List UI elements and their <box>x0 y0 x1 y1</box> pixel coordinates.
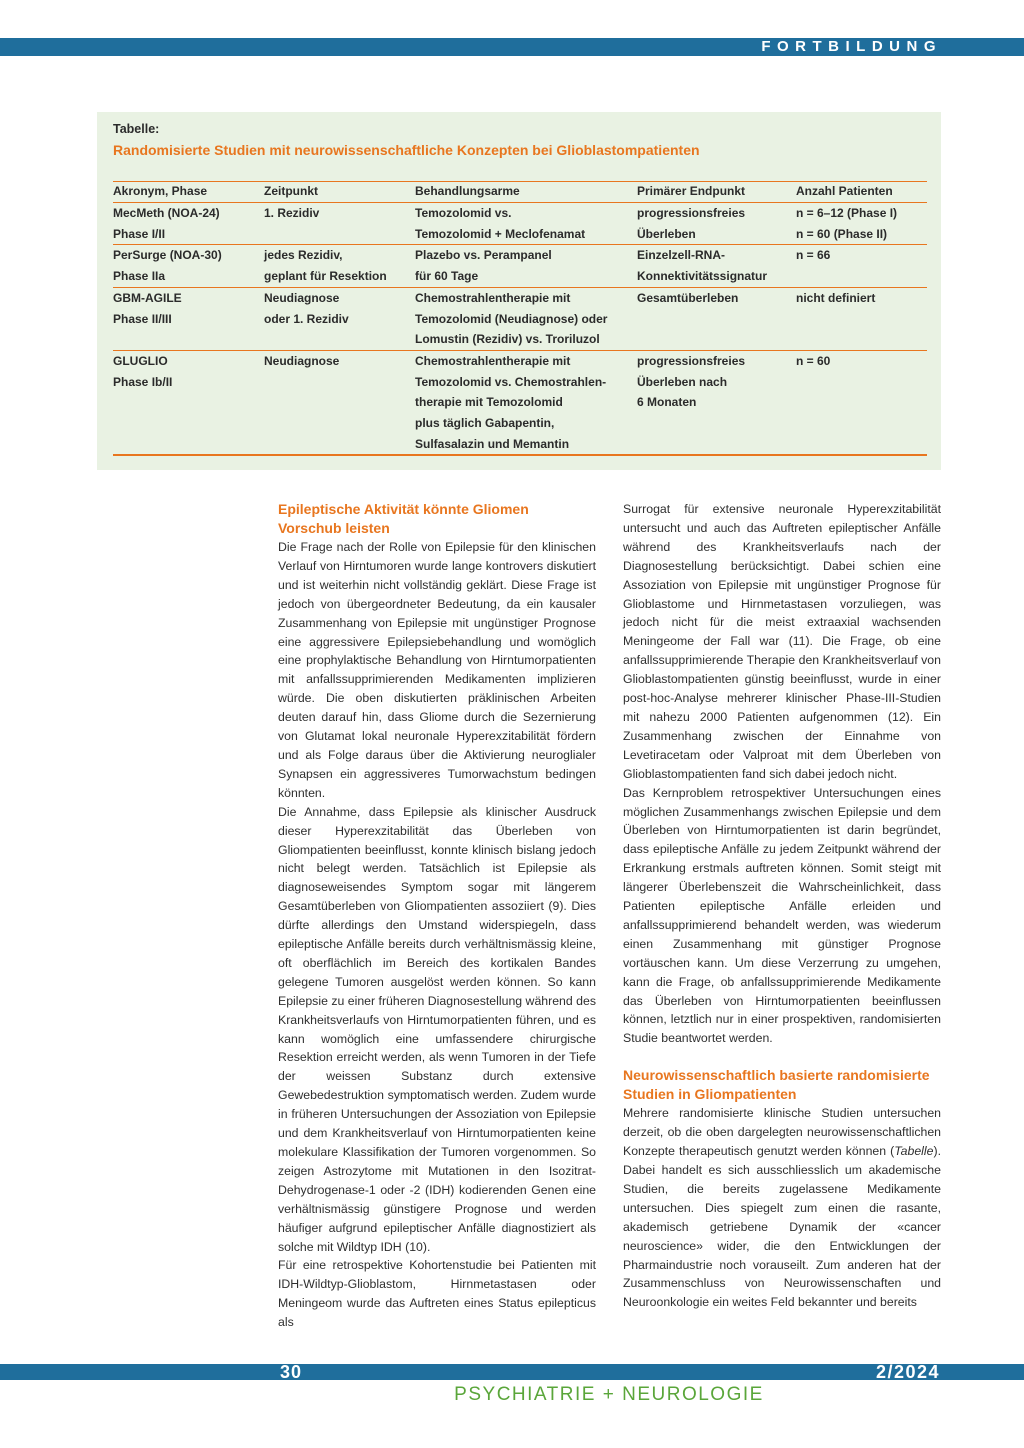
cell-line: n = 6–12 (Phase I) <box>796 206 898 220</box>
table-header-row <box>113 182 927 203</box>
paragraph: Das Kernproblem retrospektiver Untersuchungen eines möglichen Zusammenhangs zwischen Epilepsie und dem Überleben von Hirntumorpatienten ist darin begründet, dass epileptische Anfälle zu jedem Zeitpunkt während der Erkrankung erstmals auftreten können. Somit steigt mit längerer Überlebenszeit die Wahrscheinlichkeit, dass Patienten epileptische Anfälle erleiden und anfallssupprimierend behandelt werden, was wiederum einen Zusammenhang mit günstiger Prognose vortäuschen kann. Um diese Verzerrung zu umgehen, kann die Frage, ob anfallssupprimierende Medikamente das Überleben von Hirntumorpatienten beeinflussen können, letztlich nur in einer prospektiven, randomisierten Studie beantwortet werden. <box>623 785 941 1046</box>
cell-arms <box>415 203 637 245</box>
cell-timepoint <box>264 287 415 350</box>
cell-patients <box>796 287 927 350</box>
column-header: Behandlungsarme <box>415 184 520 198</box>
table-row <box>113 203 927 245</box>
cell-line: Neudiagnose <box>264 353 340 368</box>
cell-line: Temozolomid (Neudiagnose) oder <box>415 311 608 326</box>
table-title: Randomisierte Studien mit neurowissenschaftliche Konzepten bei Glioblastompatienten <box>113 142 700 158</box>
section-title: FORTBILDUNG <box>761 38 942 55</box>
cell-line: n = 66 <box>796 248 831 263</box>
cell-line: n = 60 <box>796 353 831 368</box>
table-box <box>97 112 941 470</box>
cell-endpoint <box>637 245 796 287</box>
cell-line: jedes Rezidiv, <box>264 248 343 263</box>
cell-line: Überleben <box>637 226 696 241</box>
table-row <box>113 350 927 455</box>
cell-line: GLUGLIO <box>113 353 168 368</box>
paragraph-text: Mehrere randomisierte klinische Studien untersuchen derzeit, ob die oben dargelegten neurowissenschaftlichen Konzepte therapeutisch genutzt werden können ( <box>623 1106 941 1159</box>
paragraph: Surrogat für extensive neuronale Hyperexzitabilität untersucht und auch das Auftreten epileptischer Anfälle während des Krankheitsverlaufs nach der Diagnosestellung berücksichtigt. Dabei schien eine Assoziation von Epilepsie mit ungünstiger Prognose für Glioblastome und Hirnmetastasen vorzuliegen, was jedoch nicht für die meist extraaxial wachsenden Meningeome der Fall war (11). Die Frage, ob eine anfallssupprimierende Therapie den Krankheitsverlauf von Glioblastompatienten günstig beeinflusst, wurde in einer post-hoc-Analyse mehrerer klinischer Phase-III-Studien mit nahezu 2000 Patienten aufgenommen (12). Ein Zusammenhang zwischen der Einnahme von Levetiracetam oder Valproat mit dem Überleben von Glioblastompatienten fand sich dabei jedoch nicht. <box>623 502 941 781</box>
cell-acronym <box>113 203 264 245</box>
cell-patients <box>796 245 927 287</box>
cell-line: Konnektivitätssignatur <box>637 269 768 284</box>
cell-line: Temozolomid + Meclofenamat <box>415 226 586 241</box>
cell-line: Überleben nach <box>637 374 728 389</box>
header-bar <box>0 38 1024 56</box>
article-column-right <box>623 500 941 1312</box>
cell-line: Plazebo vs. Perampanel <box>415 248 552 263</box>
cell-patients <box>796 350 927 455</box>
cell-line: progressionsfreies <box>637 206 746 220</box>
cell-line: GBM-AGILE <box>113 290 182 305</box>
paragraph: Die Annahme, dass Epilepsie als klinischer Ausdruck dieser Hyperexzitabilität das Überleben von Gliompatienten beeinflusst, konnte klinisch bislang jedoch nicht belegt werden. Tatsächlich ist Epilepsie als diagnoseweisendes Symptom sogar mit längerem Gesamtüberleben von Gliompatienten assoziiert (9). Dies dürfte allerdings den Umstand widerspiegeln, dass epileptische Anfälle bereits durch verhältnismässig kleine, oft oberflächlich im Bereich des kortikalen Bandes gelegene Tumoren ausgelöst werden können. So kann Epilepsie zu einer früheren Diagnosestellung während des Krankheitsverlaufs von Hirntumorpatienten führen, und es kann womöglich eine umfassendere chirurgische Resektion erreicht werden, als wenn Tumoren in der Tiefe der weissen Substanz durch extensive Gewebedestruktion symptomatisch werden. Zudem wurde in früheren Untersuchungen der Assoziation von Epilepsie und dem Krankheitsverlauf von Hirntumorpatienten keine molekulare Klassifikation der Tumoren vorgenommen. So zeigen Astrozytome mit Mutationen in den Isozitrat-Dehydrogenase-1 oder -2 (IDH) kodierenden Genen eine verhältnismässig günstigere Prognose und werden häufiger aufgrund epileptischer Anfälle diagnostiziert als solche mit Wildtyp IDH (10). <box>278 804 596 1254</box>
column-header: Akronym, Phase <box>113 184 208 198</box>
cell-acronym <box>113 245 264 287</box>
cell-line: n = 60 (Phase II) <box>796 226 888 241</box>
cell-line: nicht definiert <box>796 290 876 305</box>
cell-arms <box>415 287 637 350</box>
paragraph-text: ). Dabei handelt es sich ausschliesslich um akademische Studien, die bereits zugelassene Medikamente untersuchen. Dies spiegelt zum einen die rasante, akademisch getriebene Dynamik der «cancer neuroscience» wider, die den Entwicklungen der Pharmaindustrie noch vorauseilt. Zum anderen hat der Zusammenschluss von Neurowissenschaften und Neuroonkologie ein weites Feld bekannter und bereits <box>623 1144 941 1310</box>
cell-line: Temozolomid vs. <box>415 206 512 220</box>
issue-number: 2/2024 <box>875 1362 940 1382</box>
cell-timepoint <box>264 245 415 287</box>
cell-line: 1. Rezidiv <box>264 206 320 220</box>
cell-line: progressionsfreies <box>637 353 746 368</box>
cell-acronym <box>113 350 264 455</box>
cell-line: Phase II/III <box>113 311 172 326</box>
cell-line: Temozolomid vs. Chemostrahlen- <box>415 374 607 389</box>
article-column-left <box>278 500 596 1332</box>
cell-patients <box>796 203 927 245</box>
column-header: Primärer Endpunkt <box>637 184 746 198</box>
cell-line: 6 Monaten <box>637 395 697 410</box>
cell-line: Phase IIa <box>113 269 166 284</box>
paragraph: Für eine retrospektive Kohortenstudie bei Patienten mit IDH-Wildtyp-Glioblastom, Hirnmetastasen oder Meningeom wurde das Auftreten eines Status epilepticus als <box>278 1258 596 1330</box>
spacer <box>623 1048 941 1066</box>
table-reference: Tabelle <box>894 1144 934 1159</box>
footer-bar <box>0 1364 1024 1380</box>
cell-arms <box>415 245 637 287</box>
cell-line: oder 1. Rezidiv <box>264 311 349 326</box>
column-header: Zeitpunkt <box>264 184 318 198</box>
cell-line: Einzelzell-RNA- <box>637 248 726 263</box>
cell-endpoint <box>637 350 796 455</box>
cell-line: plus täglich Gabapentin, <box>415 416 555 431</box>
paragraph <box>623 1104 941 1312</box>
cell-line: therapie mit Temozolomid <box>415 395 563 410</box>
cell-line: MecMeth (NOA-24) <box>113 206 220 220</box>
cell-line: Sulfasalazin und Memantin <box>415 436 570 451</box>
cell-line: Lomustin (Rezidiv) vs. Troriluzol <box>415 332 600 347</box>
cell-acronym <box>113 287 264 350</box>
table-label: Tabelle: <box>113 122 160 136</box>
table-row <box>113 287 927 350</box>
cell-line: PerSurge (NOA-30) <box>113 248 222 263</box>
cell-line: geplant für Resektion <box>264 269 387 284</box>
page-number: 30 <box>280 1362 303 1382</box>
cell-arms <box>415 350 637 455</box>
section-heading: Epileptische Aktivität könnte Gliomen Vorschub leisten <box>278 501 529 536</box>
cell-line: Phase Ib/II <box>113 374 173 389</box>
studies-table <box>113 181 927 456</box>
cell-line: Neudiagnose <box>264 290 340 305</box>
cell-line: Phase I/II <box>113 226 166 241</box>
cell-endpoint <box>637 203 796 245</box>
paragraph: Die Frage nach der Rolle von Epilepsie für den klinischen Verlauf von Hirntumoren wurde lange kontrovers diskutiert und ist weiterhin nicht vollständig geklärt. Diese Frage ist jedoch von übergeordneter Bedeutung, da ein kausaler Zusammenhang von Epilepsie mit ungünstiger Prognose eine aggressivere Epilepsiebehandlung und womöglich eine prophylaktische Behandlung von Hirntumorpatienten mit anfallssupprimierenden Medikamenten implizieren würde. Die oben diskutierten präklinischen Arbeiten deuten darauf hin, dass Gliome durch die Sezernierung von Glutamat lokal neuronale Hyperexzitabilität fördern und als Folge daraus über die Aktivierung neuroglialer Synapsen ein aggressiveres Tumorwachstum bedingen könnten. <box>278 540 596 800</box>
cell-line: für 60 Tage <box>415 269 479 284</box>
cell-line: Chemostrahlentherapie mit <box>415 290 571 305</box>
cell-endpoint <box>637 287 796 350</box>
cell-timepoint <box>264 203 415 245</box>
cell-timepoint <box>264 350 415 455</box>
section-heading: Neurowissenschaftlich basierte randomisierte Studien in Gliompatienten <box>623 1067 930 1103</box>
cell-line: Gesamtüberleben <box>637 290 739 305</box>
cell-line: Chemostrahlentherapie mit <box>415 353 571 368</box>
table-row <box>113 245 927 287</box>
column-header: Anzahl Patienten <box>796 184 893 198</box>
journal-name: PSYCHIATRIE + NEUROLOGIE <box>454 1384 764 1405</box>
